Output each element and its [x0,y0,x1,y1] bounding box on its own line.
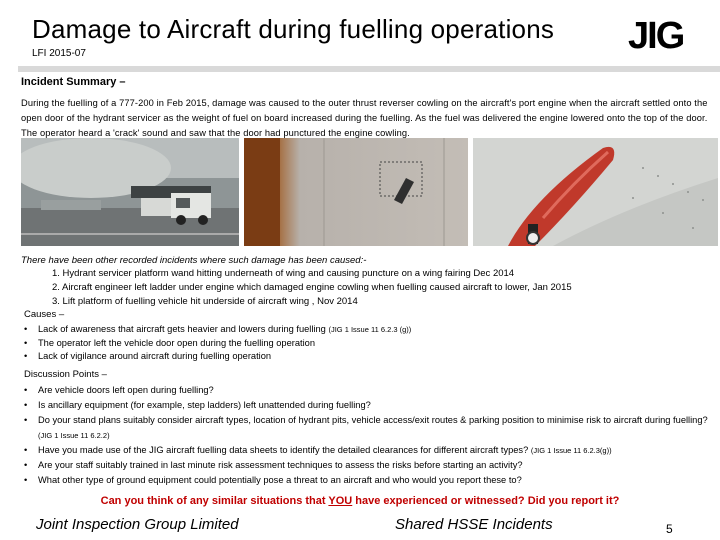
summary-text: During the fuelling of a 777-200 in Feb 2015, damage was caused to the outer thrust reverser cowling on the aircraft's port engine when the aircraft settled onto the open door of the hydrant servicer as the weight of fuel on board increased during the fuelling. As the fuel was delivered the engine lowered onto the top of the door. The operator heard a 'crack' sound and saw that the door had punctured the engine cowling. [21,98,708,138]
list-item: 1. Hydrant servicer platform wand hitting underneath of wing and causing puncture on a wing fairing Dec 2014 [52,268,515,279]
footer-organisation: Joint Inspection Group Limited [36,516,239,533]
list-item: 3. Lift platform of fuelling vehicle hit underside of aircraft wing , Nov 2014 [52,296,358,307]
list-item: • Lack of vigilance around aircraft during fuelling operation [24,350,411,364]
list-item: • Are your staff suitably trained in last minute risk assessment techniques to assess the risks before starting an activity? [24,458,714,473]
bullet-icon: • [24,400,28,410]
causes-heading: Causes – [24,309,65,320]
list-item: • Have you made use of the JIG aircraft fuelling data sheets to identify the detailed clearances for different aircraft types? (JIG 1 Issue 11 6.2.3(g)) [24,443,714,458]
bullet-icon: • [24,445,28,455]
list-item: • What other type of ground equipment could potentially pose a threat to an aircraft and who would you report these to? [24,473,714,488]
bullet-icon: • [24,415,28,425]
list-item: • Do your stand plans suitably consider aircraft types, location of hydrant pits, vehicle access/exit routes & parking position to minimise risk to aircraft during fuelling? (JIG 1 Issue 11 6.2.2) [24,415,708,440]
jig-reference: (JIG 1 Issue 11 6.2.3(g)) [530,446,612,455]
list-item: • The operator left the vehicle door open during the fuelling operation [24,337,411,351]
discussion-list [24,383,714,488]
photo-hydrant-servicer [21,138,239,246]
photo-damaged-cowling [244,138,468,246]
bullet-icon: • [24,460,28,470]
header-divider [18,66,720,72]
other-incidents-list [52,267,572,309]
bullet-icon: • [24,351,28,361]
list-item: • Is ancillary equipment (for example, step ladders) left unattended during fuelling? [24,398,714,413]
list-item: • Are vehicle doors left open during fuelling? [24,383,714,398]
bullet-icon: • [24,324,28,334]
logo-text: JIG [628,15,684,57]
list-item: 2. Aircraft engineer left ladder under engine which damaged engine cowling when fuelling caused aircraft to lower, Jan 2015 [52,282,572,293]
bullet-icon: • [24,337,28,348]
page-title: Damage to Aircraft during fuelling operations [32,14,555,44]
causes-list [24,323,411,364]
jig-logo [626,8,698,64]
page-number: 5 [666,522,673,536]
list-item: • Lack of awareness that aircraft gets heavier and lowers during fuelling (JIG 1 Issue 11 6.2.3 (g)) [24,323,411,337]
discussion-heading: Discussion Points – [24,369,107,380]
summary-heading: Incident Summary – [21,76,126,88]
other-incidents-intro: There have been other recorded incidents where such damage has been caused:- [21,255,367,266]
footer-section: Shared HSSE Incidents [395,516,553,533]
bullet-icon: • [24,385,28,395]
jig-reference: (JIG 1 Issue 11 6.2.2) [38,431,110,440]
document-reference: LFI 2015-07 [32,48,86,59]
photo-wing-fairing [473,138,718,246]
jig-reference: (JIG 1 Issue 11 6.2.3 (g)) [328,325,412,334]
bullet-icon: • [24,475,28,485]
callout-question: Can you think of any similar situations that YOU have experienced or witnessed? Did you report it? [100,495,620,507]
callout-emphasis: YOU [328,495,353,507]
